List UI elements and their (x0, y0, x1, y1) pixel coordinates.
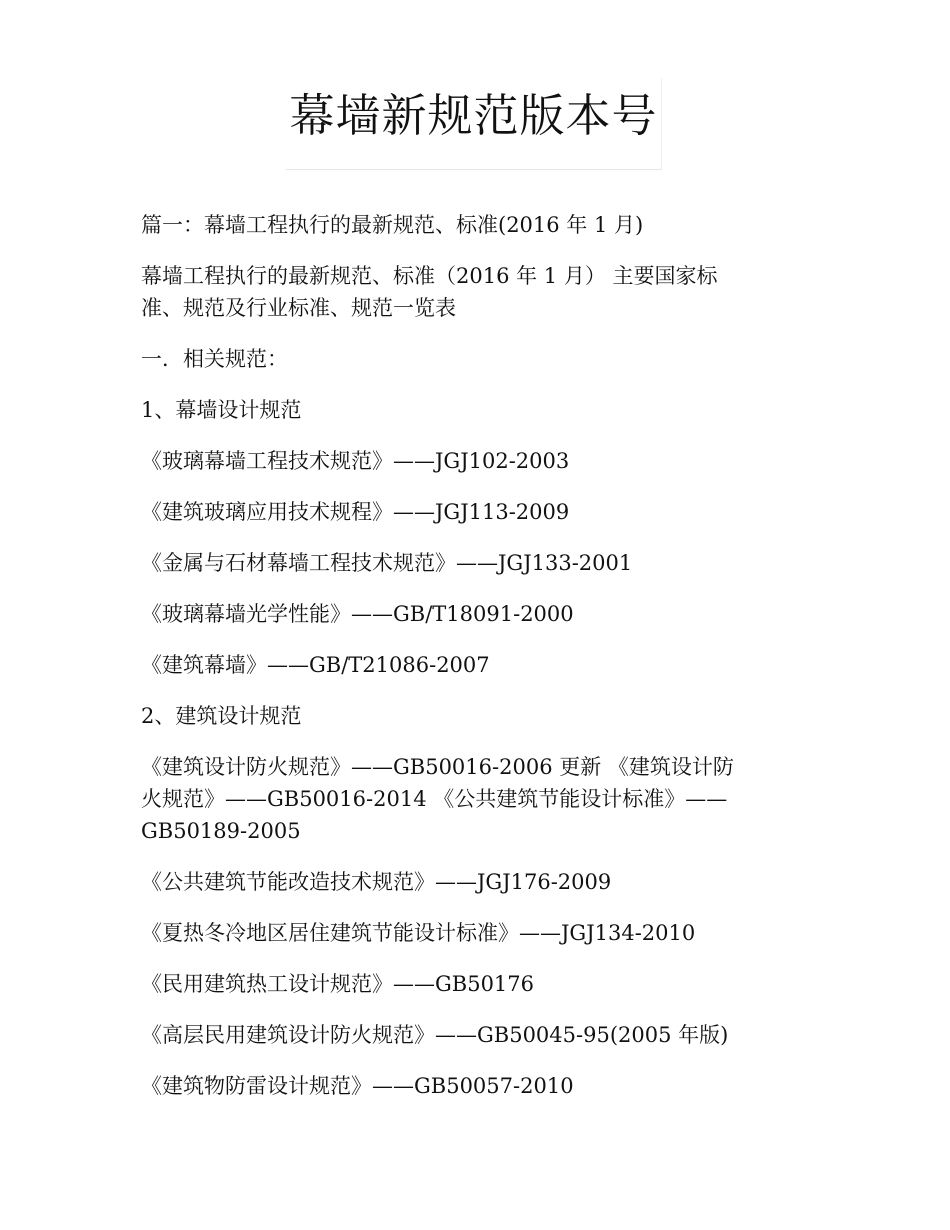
subsection-heading: 1、幕墙设计规范 (141, 398, 302, 422)
standard-item: 《建筑设计防火规范》——GB50016-2006 更新 《建筑设计防 火规范》——GB50016-2014 《公共建筑节能设计标准》—— GB50189-2005 (141, 755, 734, 843)
standard-item: 《建筑玻璃应用技术规程》——JGJ113-2009 (141, 500, 570, 524)
standard-item: 《金属与石材幕墙工程技术规范》——JGJ133-2001 (141, 551, 633, 575)
standard-item: 《高层民用建筑设计防火规范》——GB50045-95(2005 年版) (141, 1023, 729, 1047)
standard-item: 《玻璃幕墙光学性能》——GB/T18091-2000 (141, 602, 574, 626)
standard-item: 《夏热冬冷地区居住建筑节能设计标准》——JGJ134-2010 (141, 921, 696, 945)
standard-item: 《建筑幕墙》——GB/T21086-2007 (141, 653, 490, 677)
standard-item: 《建筑物防雷设计规范》——GB50057-2010 (141, 1074, 574, 1098)
document-body (141, 209, 821, 1121)
standard-item: 《公共建筑节能改造技术规范》——JGJ176-2009 (141, 870, 612, 894)
standard-item: 《民用建筑热工设计规范》——GB50176 (141, 972, 535, 996)
subsection-heading: 2、建筑设计规范 (141, 704, 302, 728)
section-heading: 一．相关规范： (141, 347, 288, 371)
document-title: 幕墙新规范版本号 (289, 89, 658, 142)
title-box (286, 78, 662, 170)
standard-item: 《玻璃幕墙工程技术规范》——JGJ102-2003 (141, 449, 570, 473)
intro-paragraph: 幕墙工程执行的最新规范、标准（2016 年 1 月） 主要国家标 准、规范及行业标准、规范一览表 (141, 264, 718, 320)
section-heading: 篇一：幕墙工程执行的最新规范、标准(2016 年 1 月) (141, 213, 644, 237)
